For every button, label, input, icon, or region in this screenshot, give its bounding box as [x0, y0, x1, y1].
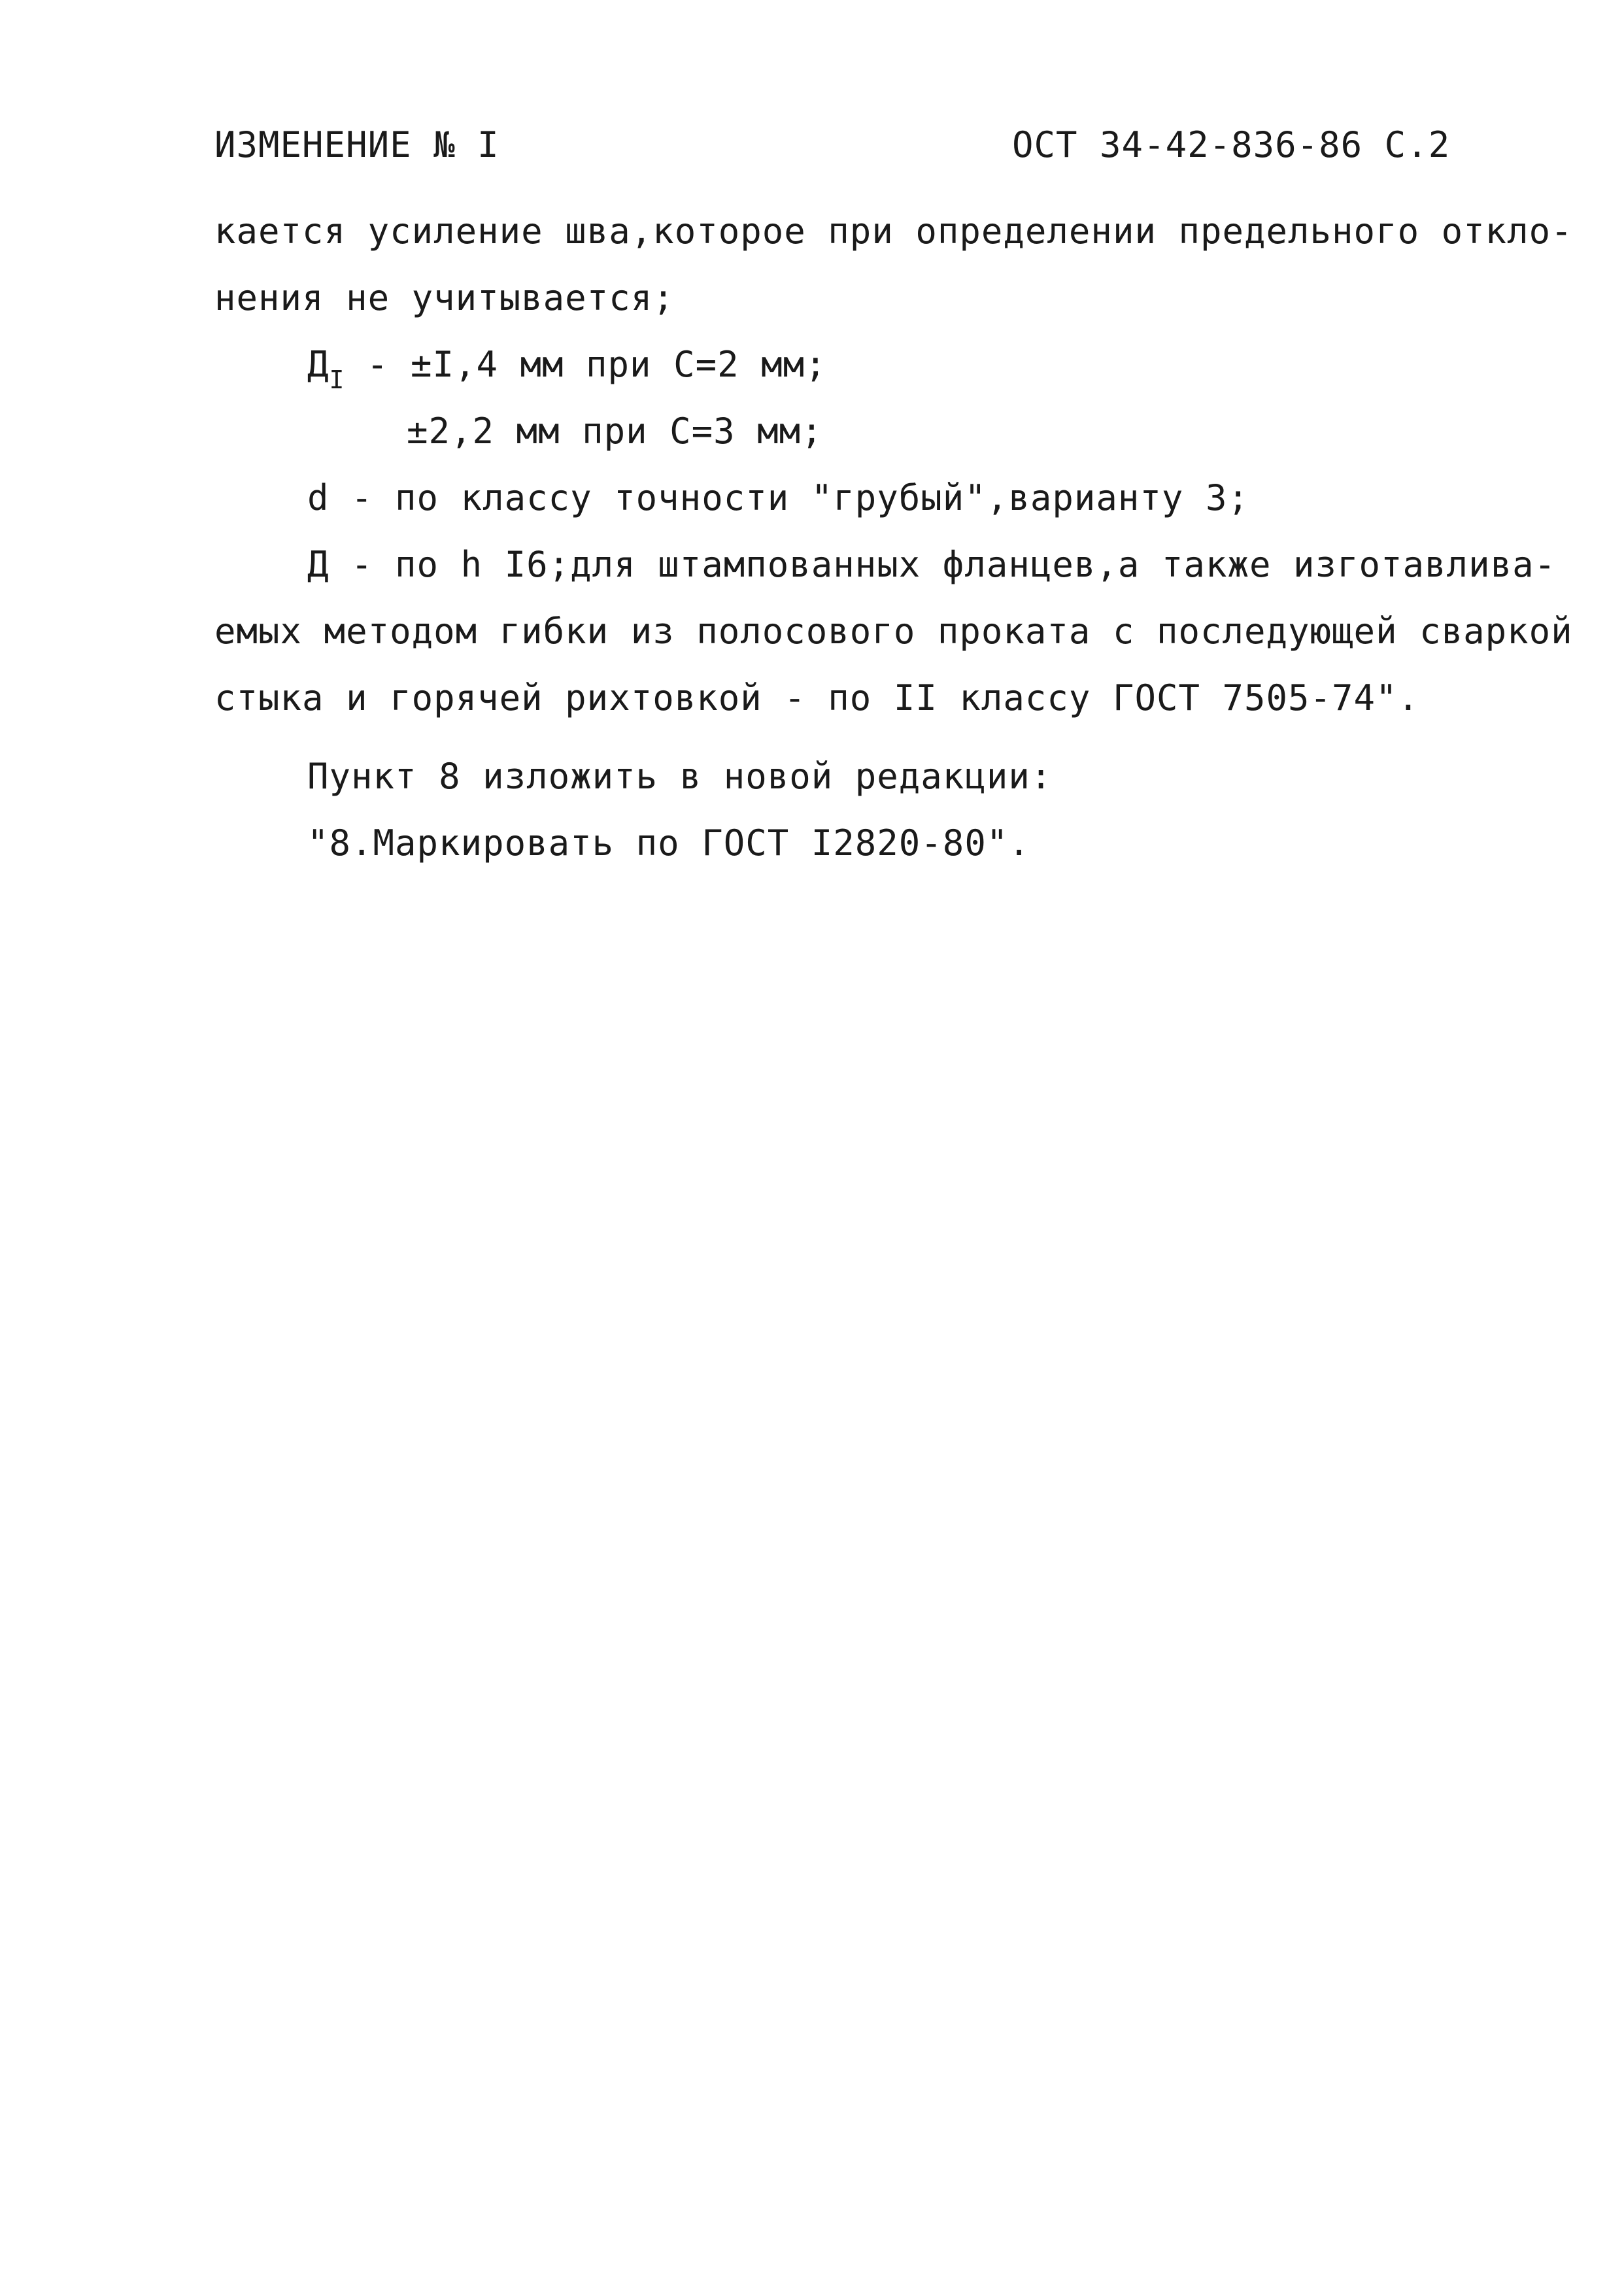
tolerance-line-second: ±2,2 мм при С=3 мм; [407, 411, 823, 452]
tolerance-line-d1 [307, 344, 827, 394]
text-line: Д - по h I6;для штампованных фланцев,а также изготавлива- [307, 544, 1557, 585]
tolerance-text: - ±I,4 мм при С=2 мм; [345, 344, 827, 385]
text-line: "8.Маркировать по ГОСТ I2820-80". [307, 822, 1030, 864]
symbol-d: Д [307, 344, 330, 385]
change-number-heading: ИЗМЕНЕНИЕ № I [214, 124, 499, 165]
text-line: кается усиление шва,которое при определении предельного откло- [214, 211, 1573, 252]
text-line: нения не учитывается; [214, 277, 675, 318]
standard-page-reference: ОСТ 34-42-836-86 С.2 [1012, 124, 1451, 165]
text-line: d - по классу точности "грубый",варианту 3; [307, 477, 1249, 518]
text-line: стыка и горячей рихтовкой - по II классу ГОСТ 7505-74". [214, 677, 1420, 718]
symbol-subscript: I [329, 365, 345, 394]
text-line: емых методом гибки из полосового проката с последующей сваркой [214, 611, 1573, 652]
text-line: Пункт 8 изложить в новой редакции: [307, 756, 1053, 797]
